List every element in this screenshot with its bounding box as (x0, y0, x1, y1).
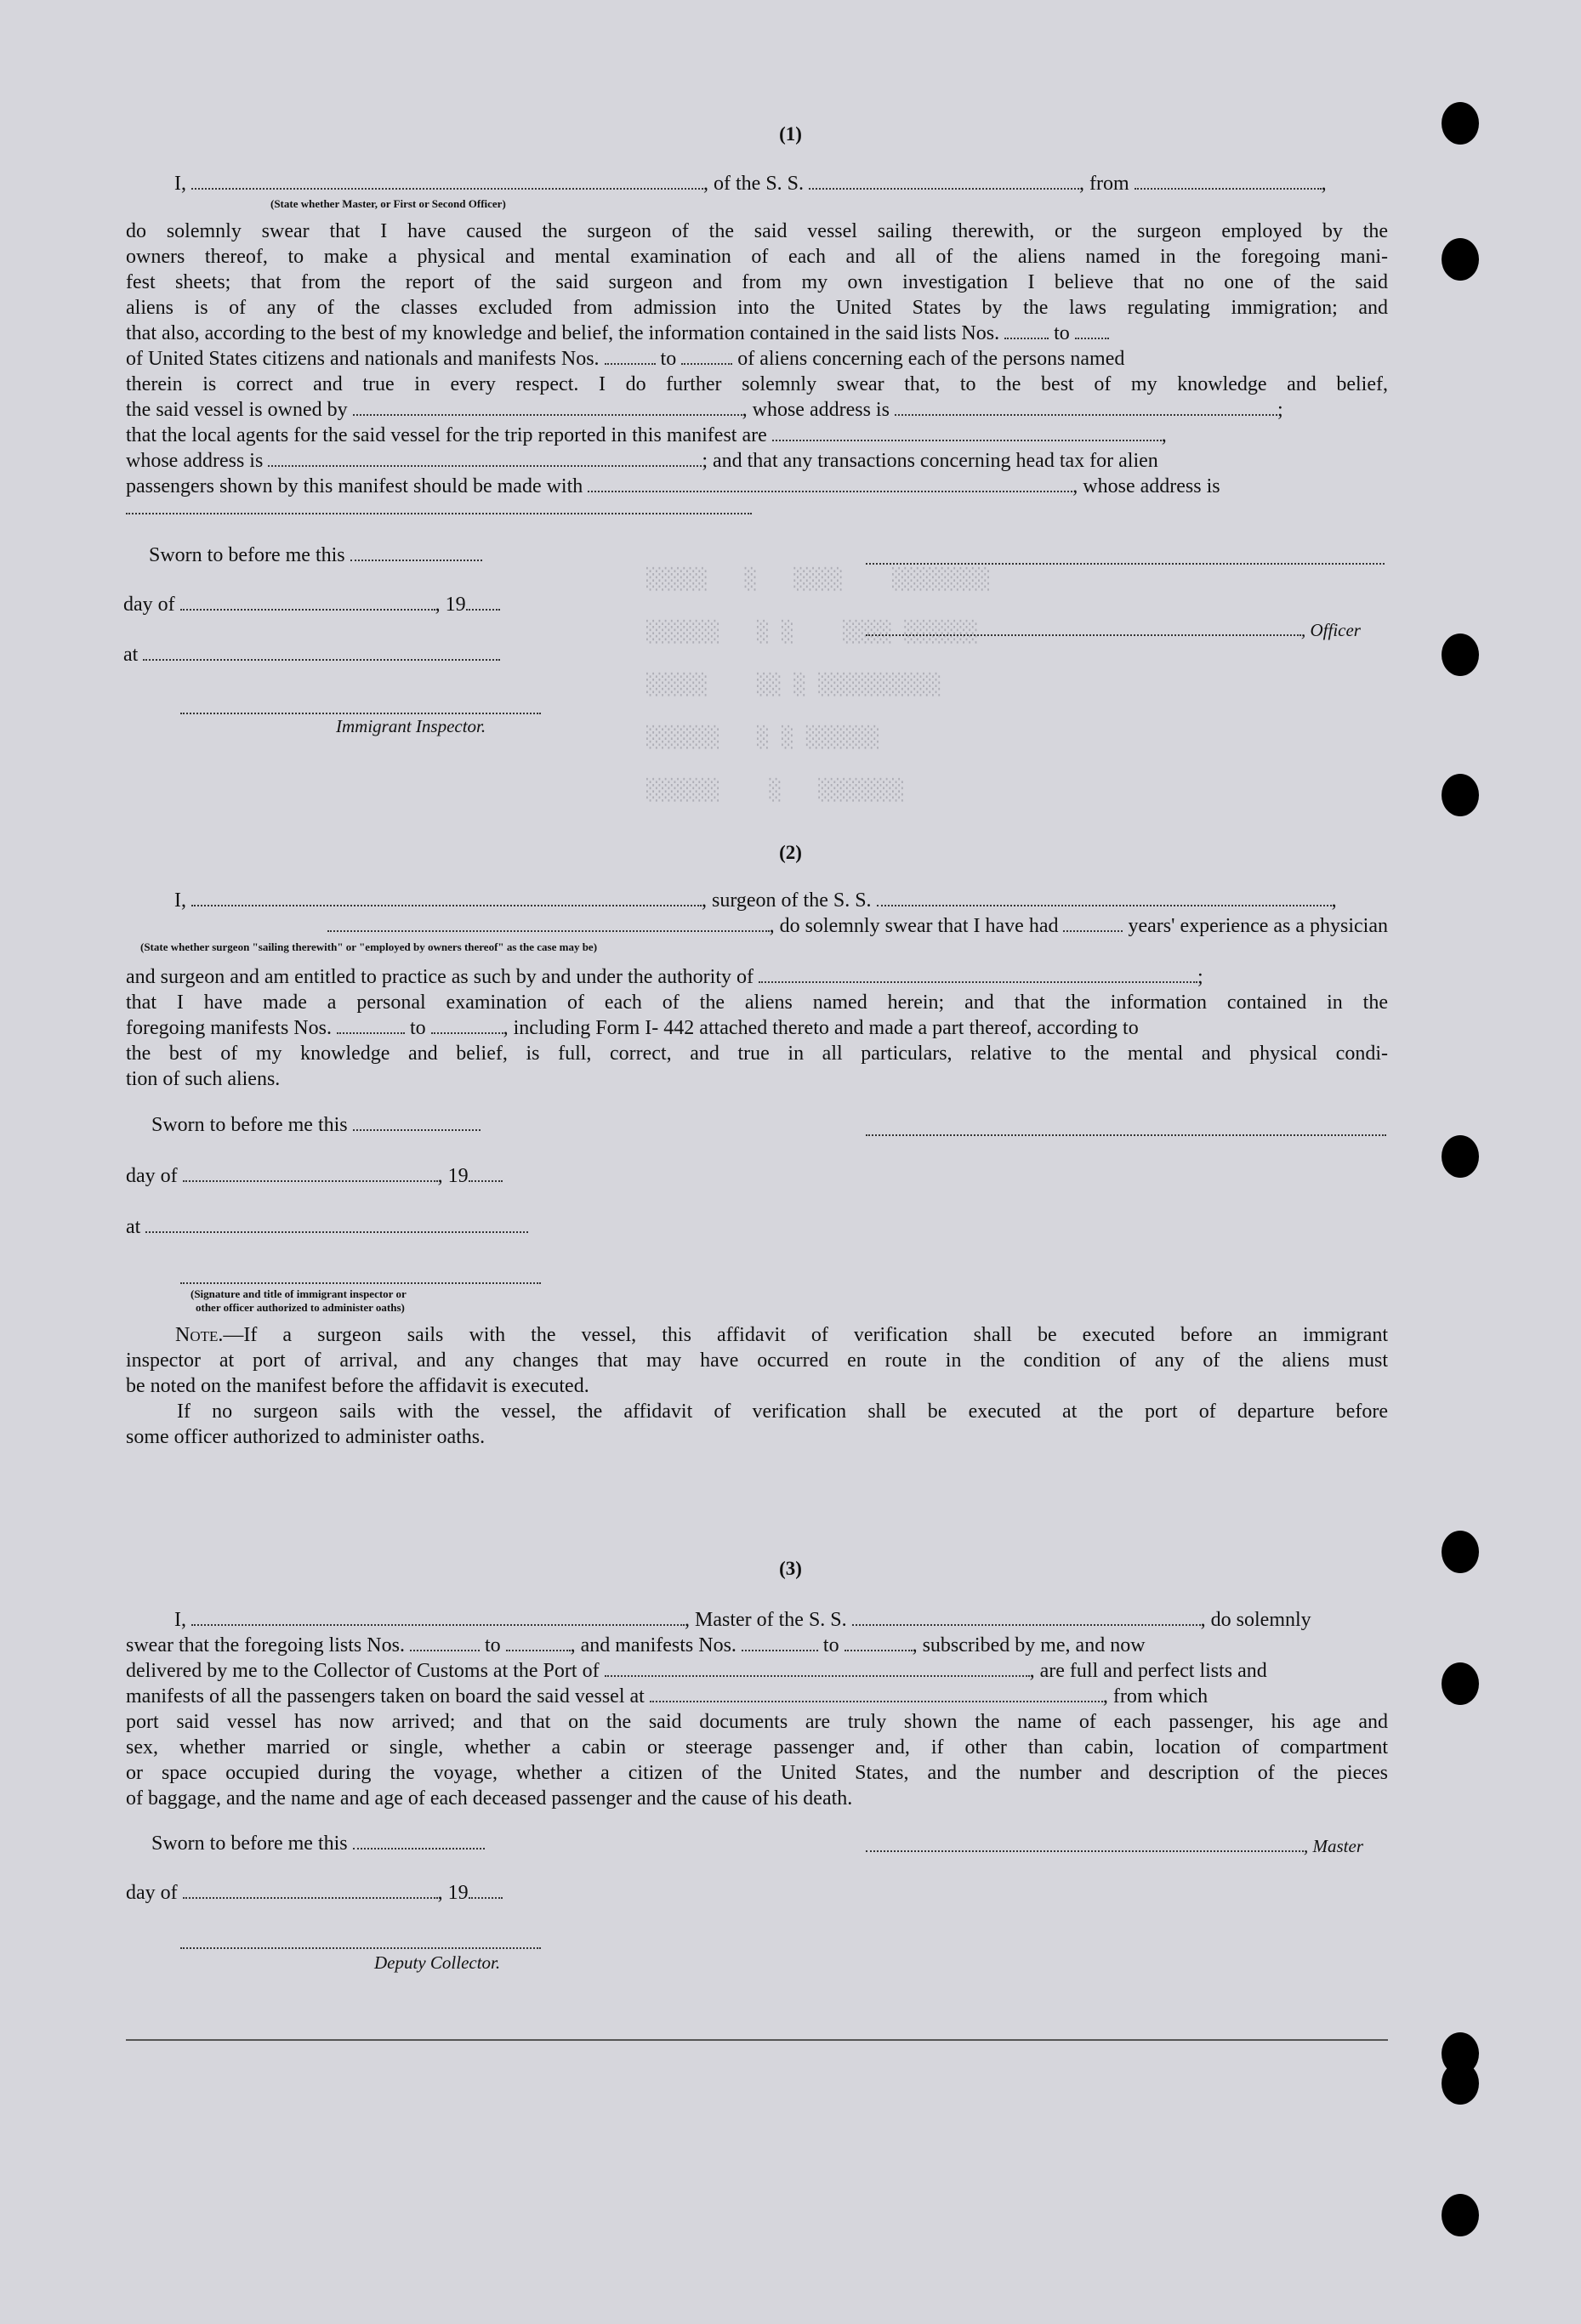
i-label: I, (174, 1609, 186, 1631)
authority-field[interactable] (759, 966, 1197, 983)
surgeon-of-label: , surgeon of the S. S. (702, 889, 872, 912)
s1-body-line-manifests (126, 346, 1388, 372)
surgeon-type-field[interactable] (191, 889, 702, 906)
sworn-day-field[interactable] (350, 544, 482, 561)
manifests-to-field[interactable] (681, 348, 732, 365)
year-label: , 19 (437, 1165, 469, 1187)
s3-lists-to-field[interactable] (506, 1634, 571, 1651)
boarding-port-field[interactable] (650, 1685, 1103, 1702)
from-label: , from (1079, 173, 1129, 195)
s2-foregoing-line (126, 1015, 1388, 1041)
full-perfect-text: , are full and perfect lists and (1029, 1660, 1267, 1682)
punch-hole (1442, 634, 1479, 676)
officer-label: , Officer (1301, 620, 1361, 640)
semicolon: ; (1197, 966, 1203, 988)
at-label: at (123, 644, 139, 666)
from-port-field[interactable] (1135, 173, 1322, 190)
delivered-text: delivered by me to the Collector of Customs at the Port of (126, 1660, 600, 1682)
punch-hole (1442, 238, 1479, 281)
lists-text: that also, according to the best of my knowledge and belief, the information contained in the said lists Nos. (126, 322, 1000, 344)
whose-address-label: , whose address is (742, 399, 890, 421)
officer-signature-field[interactable] (866, 563, 1385, 565)
month-field[interactable] (183, 1165, 438, 1182)
s2-last-line: tion of such aliens. (126, 1068, 281, 1090)
s2-sworn (151, 1114, 481, 1137)
s1-body-line: aliens is of any of the classes excluded from admission into the United States by the laws regulating immigration; and (126, 297, 1388, 319)
punch-hole (1442, 1662, 1479, 1705)
section-3-number: (3) (779, 1558, 802, 1579)
s3-lists-from-field[interactable] (410, 1634, 480, 1651)
s1-day-of (123, 594, 500, 617)
deputy-signature-field[interactable] (180, 1947, 541, 1949)
s3-line-3 (126, 1658, 1388, 1684)
place-field[interactable] (145, 1216, 528, 1233)
note-line: inspector at port of arrival, and any changes that may have occurred en route in the condition of any of the aliens must (126, 1350, 1388, 1372)
s3-line-4 (126, 1684, 1388, 1709)
s1-sworn (149, 544, 482, 567)
do-solemnly-text: , do solemnly (1200, 1609, 1311, 1631)
authority-text: and surgeon and am entitled to practice as such by and under the authority of (126, 966, 754, 988)
to-label: to (409, 1017, 426, 1039)
punch-hole (1442, 2062, 1479, 2105)
semicolon: ; (1277, 399, 1283, 421)
s3-body-line: sex, whether married or single, whether a cabin or steerage passenger and, if other than cabin, location of compartment (126, 1736, 1388, 1759)
do-swear-text: , do solemnly swear that I have had (769, 915, 1059, 937)
head-tax-text: ; and that any transactions concerning head tax for alien (702, 450, 1158, 472)
year-label: , 19 (435, 594, 466, 616)
swear-text: swear that the foregoing lists Nos. (126, 1634, 405, 1656)
local-agents-text: that the local agents for the said vessel for the trip reported in this manifest are (126, 424, 767, 446)
whose-address-label: , whose address is (1072, 475, 1220, 497)
comma: , (1331, 889, 1337, 912)
local-agents-field[interactable] (772, 424, 1162, 441)
lists-from-field[interactable] (1004, 322, 1049, 339)
agents-address-field[interactable] (268, 450, 702, 467)
note-line: be noted on the manifest before the affidavit is executed. (126, 1375, 589, 1397)
whose-address-label: whose address is (126, 450, 264, 472)
s2-body-line: that I have made a personal examination of each of the aliens named herein; and that the information contained in the (126, 992, 1388, 1014)
of-ss-label: , of the S. S. (703, 173, 805, 195)
place-field[interactable] (143, 644, 500, 661)
s1-address-line (126, 448, 1388, 474)
s3-master (866, 1835, 1363, 1858)
s1-passengers-line (126, 474, 1388, 499)
owned-by-text: the said vessel is owned by (126, 399, 348, 421)
s1-agents-line (126, 423, 1388, 448)
sworn-label: Sworn to before me this (149, 544, 345, 566)
sworn-label: Sworn to before me this (151, 1832, 348, 1855)
s2-inspector-signature-field[interactable] (180, 1282, 541, 1284)
master-signature-field[interactable] (866, 1835, 1304, 1852)
of-aliens-text: of aliens concerning each of the persons named (737, 348, 1125, 370)
s2-line-2 (126, 915, 1388, 938)
punch-hole (1442, 2194, 1479, 2236)
s1-owned-line (126, 397, 1388, 423)
sworn-label: Sworn to before me this (151, 1114, 348, 1136)
s1-at (123, 644, 500, 667)
month-field[interactable] (183, 1882, 438, 1899)
surgeon-caption: (State whether surgeon "sailing therewith" or "employed by owners thereof" as the case may be) (140, 940, 598, 953)
manifests-all-text: manifests of all the passengers taken on board the said vessel at (126, 1685, 645, 1707)
s2-caption-a: (Signature and title of immigrant inspector or (191, 1287, 407, 1300)
s1-body-line: do solemnly swear that I have caused the surgeon of the said vessel sailing therewith, or the surgeon employed by the (126, 220, 1388, 242)
section-1-line-1: I, , of the S. S. , from , (174, 173, 1327, 195)
year-field[interactable] (469, 1882, 503, 1899)
from-which-text: , from which (1102, 1685, 1208, 1707)
day-of-label: day of (126, 1165, 178, 1187)
punch-hole (1442, 774, 1479, 816)
s2-line-1 (174, 889, 1337, 912)
years-text: years' experience as a physician (1128, 915, 1388, 937)
manifests-text: of United States citizens and nationals and manifests Nos. (126, 348, 600, 370)
surgeon-type-field-2[interactable] (327, 915, 770, 932)
s2-caption-b: other officer authorized to administer oaths) (196, 1301, 405, 1314)
s3-line-1 (126, 1607, 1388, 1633)
s2-day-of (126, 1165, 503, 1188)
note-line-1 (126, 1322, 1388, 1348)
s2-at (126, 1216, 528, 1239)
inspector-signature-field[interactable] (180, 713, 541, 714)
s2-body-line: the best of my knowledge and belief, is full, correct, and true in all particulars, relative to the mental and physical condi- (126, 1043, 1388, 1065)
to-label: to (1054, 322, 1070, 344)
owner-address-field[interactable] (895, 399, 1277, 416)
passengers-text: passengers shown by this manifest should be made with (126, 475, 583, 497)
s2-vessel-field[interactable] (877, 889, 1332, 906)
note-text: —If a surgeon sails with the vessel, this affidavit of verification shall be executed before an immigrant (223, 1324, 1388, 1346)
surgeon-signature-field[interactable] (866, 1134, 1386, 1136)
s1-body-line: therein is correct and true in every respect. I do further solemnly swear that, to the best of my knowledge and belief, (126, 373, 1388, 395)
s1-body-line-lists (126, 321, 1388, 346)
s3-day-of (126, 1882, 503, 1905)
s3-body-line: port said vessel has now arrived; and that on the said documents are truly shown the name of each passenger, his age and (126, 1711, 1388, 1733)
note-line: If no surgeon sails with the vessel, the affidavit of verification shall be executed at the port of departure before (177, 1401, 1388, 1423)
master-name-field[interactable] (191, 1609, 685, 1626)
officer-title-field[interactable] (866, 619, 1301, 636)
section-2-number: (2) (779, 842, 802, 863)
s2-authority-line (126, 964, 1388, 990)
i-label: I, (174, 889, 186, 912)
s3-manifests-from-field[interactable] (742, 1634, 818, 1651)
s3-sworn (151, 1832, 485, 1855)
to-label: to (484, 1634, 501, 1656)
contact-address-field[interactable] (126, 513, 752, 514)
month-field[interactable] (180, 594, 435, 611)
s2-manifests-to-field[interactable] (431, 1017, 503, 1034)
comma: , (1161, 424, 1167, 446)
sworn-day-field[interactable] (353, 1832, 485, 1850)
s3-vessel-field[interactable] (852, 1609, 1201, 1626)
s1-body-line: fest sheets; that from the report of the said surgeon and from my own investigation I believe that no one of the said (126, 271, 1388, 293)
year-field[interactable] (466, 594, 500, 611)
year-label: , 19 (437, 1882, 469, 1904)
section-1-number: (1) (779, 123, 802, 145)
at-label: at (126, 1216, 141, 1238)
day-of-label: day of (123, 594, 175, 616)
deputy-collector-label: Deputy Collector. (374, 1952, 501, 1973)
s3-last-line: of baggage, and the name and age of each deceased passenger and the cause of his death. (126, 1787, 853, 1810)
owner-field[interactable] (353, 399, 742, 416)
punch-hole (1442, 1135, 1479, 1178)
s3-manifests-to-field[interactable] (845, 1634, 913, 1651)
s1-body-line: owners thereof, to make a physical and mental examination of each and all of the aliens named in the foregoing mani- (126, 246, 1388, 268)
vessel-name-field[interactable] (809, 173, 1079, 190)
head-tax-contact-field[interactable] (588, 475, 1072, 492)
to-label: to (822, 1634, 839, 1656)
bleed-through-marks: ░░░░░ ░ ░░░░ ░░░░░░░░ ░░░░░░ ░ ░ ░░░░ ░░░░░░ ░░░░░ ░░ ░ ░░░░░░░░░░ ░░░░░░ ░ ░ ░░░░░░ ░░░░░░ ░ ░░░░░░░ (646, 567, 991, 802)
note-line: some officer authorized to administer oaths. (126, 1426, 486, 1448)
lists-to-field[interactable] (1075, 322, 1109, 339)
year-field[interactable] (469, 1165, 503, 1182)
day-of-label: day of (126, 1882, 178, 1904)
i-label: I, (174, 173, 186, 195)
master-label: , Master (1304, 1836, 1363, 1856)
to-label: to (660, 348, 677, 370)
officer-caption: (State whether Master, or First or Second Officer) (270, 197, 506, 210)
and-manifests-text: , and manifests Nos. (570, 1634, 736, 1656)
immigrant-inspector-label: Immigrant Inspector. (336, 716, 486, 736)
master-of-label: , Master of the S. S. (685, 1609, 847, 1631)
note-label: Note. (175, 1324, 224, 1346)
s3-body-line: or space occupied during the voyage, whether a citizen of the United States, and the number and description of the pieces (126, 1762, 1388, 1784)
foregoing-text: foregoing manifests Nos. (126, 1017, 332, 1039)
s3-line-2 (126, 1633, 1388, 1658)
sworn-day-field[interactable] (353, 1114, 481, 1131)
subscribed-text: , subscribed by me, and now (912, 1634, 1146, 1656)
manifests-from-field[interactable] (605, 348, 656, 365)
bottom-rule (126, 2039, 1388, 2041)
years-experience-field[interactable] (1063, 915, 1123, 932)
port-field[interactable] (605, 1660, 1030, 1677)
s1-officer (866, 619, 1361, 642)
including-text: , including Form I- 442 attached thereto and made a part thereof, according to (503, 1017, 1139, 1039)
officer-rank-field[interactable] (191, 173, 703, 190)
s2-manifests-from-field[interactable] (337, 1017, 405, 1034)
